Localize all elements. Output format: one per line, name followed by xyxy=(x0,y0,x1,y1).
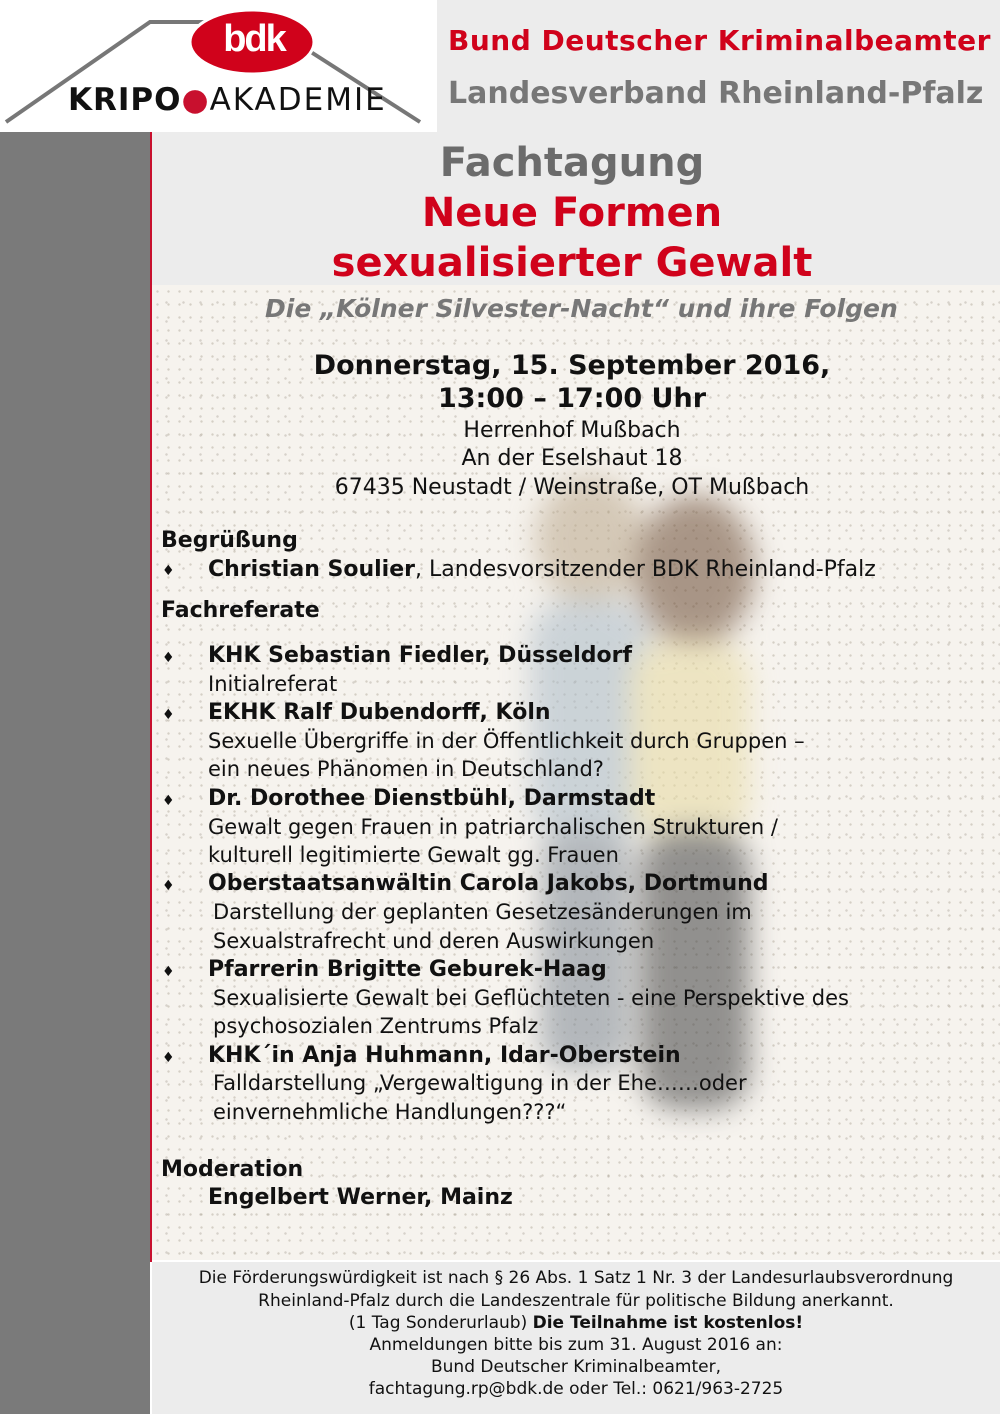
footer-line-2: Rheinland-Pfalz durch die Landeszentrale für politische Bildung anerkannt. xyxy=(258,1291,894,1311)
talk-5-topic-line2: psychosozialen Zentrums Pfalz xyxy=(213,1014,539,1038)
event-kicker: Fachtagung xyxy=(439,140,705,186)
talks-heading: Fachreferate xyxy=(161,598,320,623)
footer-line-4: Anmeldungen bitte bis zum 31. August 2016 an: xyxy=(369,1335,783,1355)
talk-6-topic-line2: einvernehmliche Handlungen???“ xyxy=(213,1100,567,1124)
event-title-line2: sexualisierter Gewalt xyxy=(331,240,813,286)
welcome-role: , Landesvorsitzender BDK Rheinland-Pfalz xyxy=(415,557,876,582)
talk-5-topic-line1: Sexualisierte Gewalt bei Geflüchteten - eine Perspektive des xyxy=(213,986,849,1010)
talk-1-speaker: KHK Sebastian Fiedler, Düsseldorf xyxy=(208,643,633,668)
event-subtitle: Die „Kölner Silvester-Nacht“ und ihre Folgen xyxy=(265,294,898,323)
talk-3-topic-line1: Gewalt gegen Frauen in patriarchalischen Strukturen / xyxy=(208,815,778,839)
org-region: Landesverband Rheinland-Pfalz xyxy=(448,76,984,111)
footer-line-3 xyxy=(152,1313,1000,1333)
header-band xyxy=(437,0,1000,132)
welcome-speaker xyxy=(208,557,876,582)
venue-name: Herrenhof Mußbach xyxy=(463,418,681,443)
bullet-icon: ♦ xyxy=(162,707,175,723)
bullet-icon: ♦ xyxy=(162,964,175,980)
venue-street: An der Eselshaut 18 xyxy=(461,446,683,471)
talk-1-topic: Initialreferat xyxy=(208,672,338,696)
welcome-name: Christian Soulier xyxy=(208,557,415,582)
left-sidebar-bar xyxy=(0,132,150,1414)
logo-kripo: KRIPO xyxy=(68,82,182,118)
footer-line-5: Bund Deutscher Kriminalbeamter, xyxy=(430,1357,722,1377)
bullet-icon: ♦ xyxy=(162,650,175,666)
moderator-name: Engelbert Werner, Mainz xyxy=(208,1185,513,1210)
talk-4-speaker: Oberstaatsanwältin Carola Jakobs, Dortmund xyxy=(208,871,769,896)
free-participation-note: Die Teilnahme ist kostenlos! xyxy=(532,1313,804,1333)
bullet-icon: ♦ xyxy=(162,563,175,579)
talk-2-speaker: EKHK Ralf Dubendorff, Köln xyxy=(208,700,551,725)
welcome-heading: Begrüßung xyxy=(161,528,298,553)
talk-6-topic-line1: Falldarstellung „Vergewaltigung in der Ehe……oder xyxy=(213,1071,747,1095)
moderation-heading: Moderation xyxy=(161,1157,304,1182)
talk-5-speaker: Pfarrerin Brigitte Geburek-Haag xyxy=(208,957,607,982)
kripo-akademie-logo xyxy=(0,0,437,132)
footer-line-1: Die Förderungswürdigkeit ist nach § 26 Abs. 1 Satz 1 Nr. 3 der Landesurlaubsverordnung xyxy=(198,1268,954,1288)
venue-city: 67435 Neustadt / Weinstraße, OT Mußbach xyxy=(334,475,810,500)
bullet-icon: ♦ xyxy=(162,793,175,809)
talk-4-topic-line2: Sexualstrafrecht und deren Auswirkungen xyxy=(213,929,655,953)
sidebar-accent-line xyxy=(150,132,152,1262)
logo-dot: ● xyxy=(181,82,210,118)
contact-email-phone[interactable]: fachtagung.rp@bdk.de oder Tel.: 0621/963-2725 xyxy=(368,1379,784,1399)
event-title-line1: Neue Formen xyxy=(421,190,723,236)
talk-3-speaker: Dr. Dorothee Dienstbühl, Darmstadt xyxy=(208,786,656,811)
event-date: Donnerstag, 15. September 2016, xyxy=(313,350,831,381)
talk-6-speaker: KHK´in Anja Huhmann, Idar-Oberstein xyxy=(208,1043,681,1068)
org-name: Bund Deutscher Kriminalbeamter xyxy=(448,24,991,57)
event-time: 13:00 – 17:00 Uhr xyxy=(437,383,707,414)
talk-3-topic-line2: kulturell legitimierte Gewalt gg. Frauen xyxy=(208,843,619,867)
kripo-akademie-wordmark xyxy=(68,82,387,118)
special-leave-note: (1 Tag Sonderurlaub) xyxy=(348,1313,533,1333)
talk-2-topic-line1: Sexuelle Übergriffe in der Öffentlichkeit durch Gruppen – xyxy=(208,729,805,753)
logo-akademie: AKADEMIE xyxy=(209,82,387,118)
bdk-logo-text: bdk xyxy=(223,18,285,60)
bullet-icon: ♦ xyxy=(162,878,175,894)
bullet-icon: ♦ xyxy=(162,1050,175,1066)
talk-4-topic-line1: Darstellung der geplanten Gesetzesänderungen im xyxy=(213,900,752,924)
talk-2-topic-line2: ein neues Phänomen in Deutschland? xyxy=(208,757,604,781)
